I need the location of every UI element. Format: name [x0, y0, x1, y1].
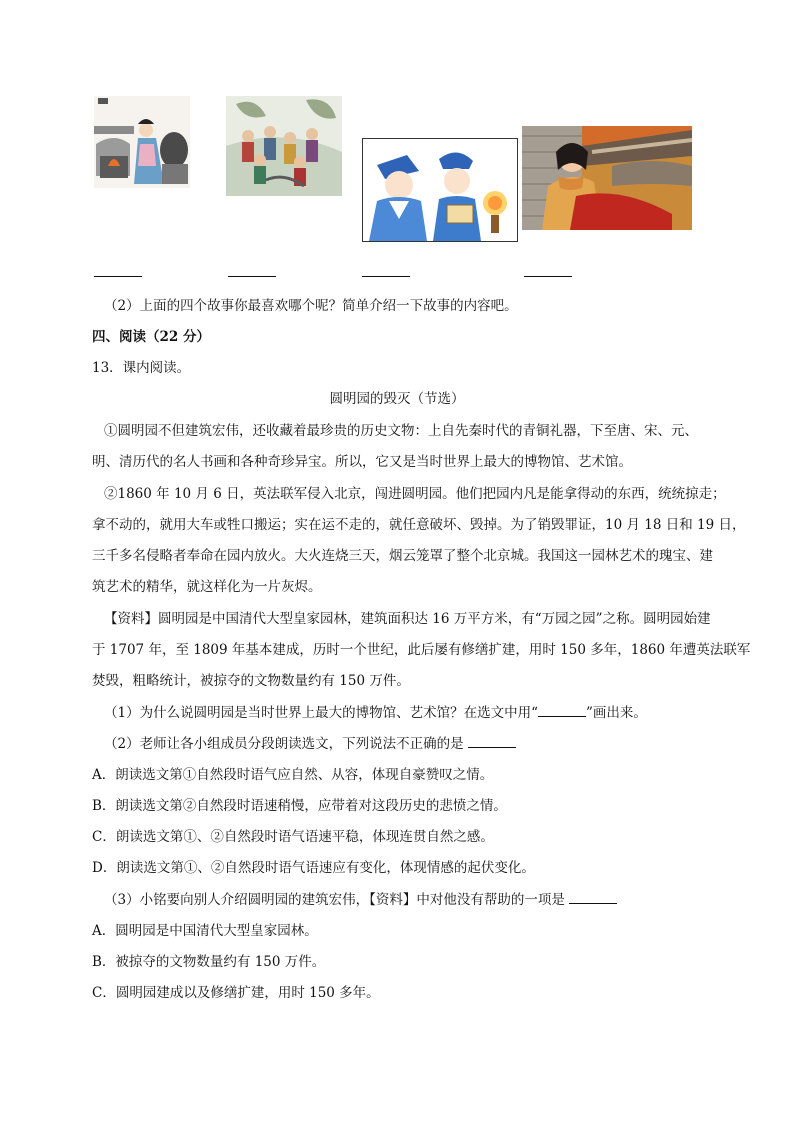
option-2-d: D．朗读选文第①、②自然段时语气语速应有变化，体现情感的起伏变化。: [92, 860, 535, 876]
question-13-1: [104, 703, 647, 723]
answer-blank-q13-3[interactable]: [569, 891, 617, 904]
option-3-a: A．圆明园是中国清代大型皇家园林。: [92, 923, 318, 939]
answer-blank-q13-2[interactable]: [468, 735, 516, 748]
material-line-1: 【资料】圆明园是中国清代大型皇家园林，建筑面积达 16 万平方米，有“万园之园”之称。圆明园始建: [104, 611, 711, 627]
option-2-b: B．朗读选文第②自然段时语速稍慢，应带着对这段历史的悲愤之情。: [92, 798, 507, 814]
option-2-c: C．朗读选文第①、②自然段时语气语速平稳，体现连贯自然之感。: [92, 829, 494, 845]
question-13-3: [104, 890, 617, 910]
paragraph-2-line-1: ②1860 年 10 月 6 日，英法联军侵入北京，闯进圆明园。他们把园内凡是能拿得动的东西，统统掠走；: [104, 486, 726, 502]
two-scholars-reading-illustration: [363, 139, 517, 241]
paragraph-1-line-1: ①圆明园不但建筑宏伟，还收藏着最珍贵的历史文物：上自先秦时代的青铜礼器，下至唐、宋、元、: [104, 423, 698, 439]
answer-blank-3[interactable]: [362, 276, 410, 277]
option-3-c: C．圆明园建成以及修缮扩建，用时 150 多年。: [92, 985, 380, 1001]
answer-blank-2[interactable]: [228, 276, 276, 277]
question-13-1-text-a: （1）为什么说圆明园是当时世界上最大的博物馆、艺术馆？在选文中用“: [104, 705, 538, 721]
section-heading-reading: 四、阅读（22 分）: [92, 329, 210, 345]
question-12-part-2: （2）上面的四个故事你最喜欢哪个呢？简单介绍一下故事的内容吧。: [104, 298, 518, 314]
woman-crying-great-wall-illustration: [522, 126, 692, 230]
paragraph-1-line-2: 明、清历代的名人书画和各种奇珍异宝。所以，它又是当时世界上最大的博物馆、艺术馆。: [92, 454, 632, 470]
story-picture-3: [362, 138, 518, 242]
story-picture-4: [522, 126, 692, 230]
material-line-3: 焚毁，粗略统计，被掠夺的文物数量约有 150 万件。: [92, 673, 410, 689]
question-13-3-text: （3）小铭要向别人介绍圆明园的建筑宏伟，【资料】中对他没有帮助的一项是: [104, 892, 570, 908]
material-line-2: 于 1707 年，至 1809 年基本建成，历时一个世纪，此后屡有修缮扩建，用时 150 多年，1860 年遭英法联军: [92, 642, 751, 658]
question-13-2-text: （2）老师让各小组成员分段朗读选文，下列说法不正确的是: [104, 736, 468, 752]
paragraph-2-line-2: 拿不动的，就用大车或牲口搬运；实在运不走的，就任意破坏、毁掉。为了销毁罪证，10 月 18 日和 19 日，: [92, 517, 746, 533]
paragraph-2-line-3: 三千多名侵略者奉命在园内放火。大火连烧三天，烟云笼罩了整个北京城。我国这一园林艺术的瑰宝、建: [92, 548, 713, 564]
answer-blank-q13-1[interactable]: [538, 704, 586, 717]
story-picture-1: [94, 96, 190, 188]
answer-blank-1[interactable]: [94, 276, 142, 277]
woman-cooking-illustration: [94, 96, 190, 188]
question-13-1-text-b: ”画出来。: [586, 705, 647, 721]
question-13-2: [104, 734, 516, 754]
crowd-scene-illustration: [226, 96, 342, 196]
paragraph-2-line-4: 筑艺术的精华，就这样化为一片灰烬。: [92, 579, 322, 595]
passage-title: 圆明园的毁灭（节选）: [329, 391, 465, 407]
answer-blank-4[interactable]: [524, 276, 572, 277]
option-3-b: B．被掠夺的文物数量约有 150 万件。: [92, 954, 326, 970]
story-picture-2: [226, 96, 342, 196]
option-2-a: A．朗读选文第①自然段时语气应自然、从容，体现自豪赞叹之情。: [92, 767, 494, 783]
question-13-heading: 13．课内阅读。: [92, 360, 191, 376]
